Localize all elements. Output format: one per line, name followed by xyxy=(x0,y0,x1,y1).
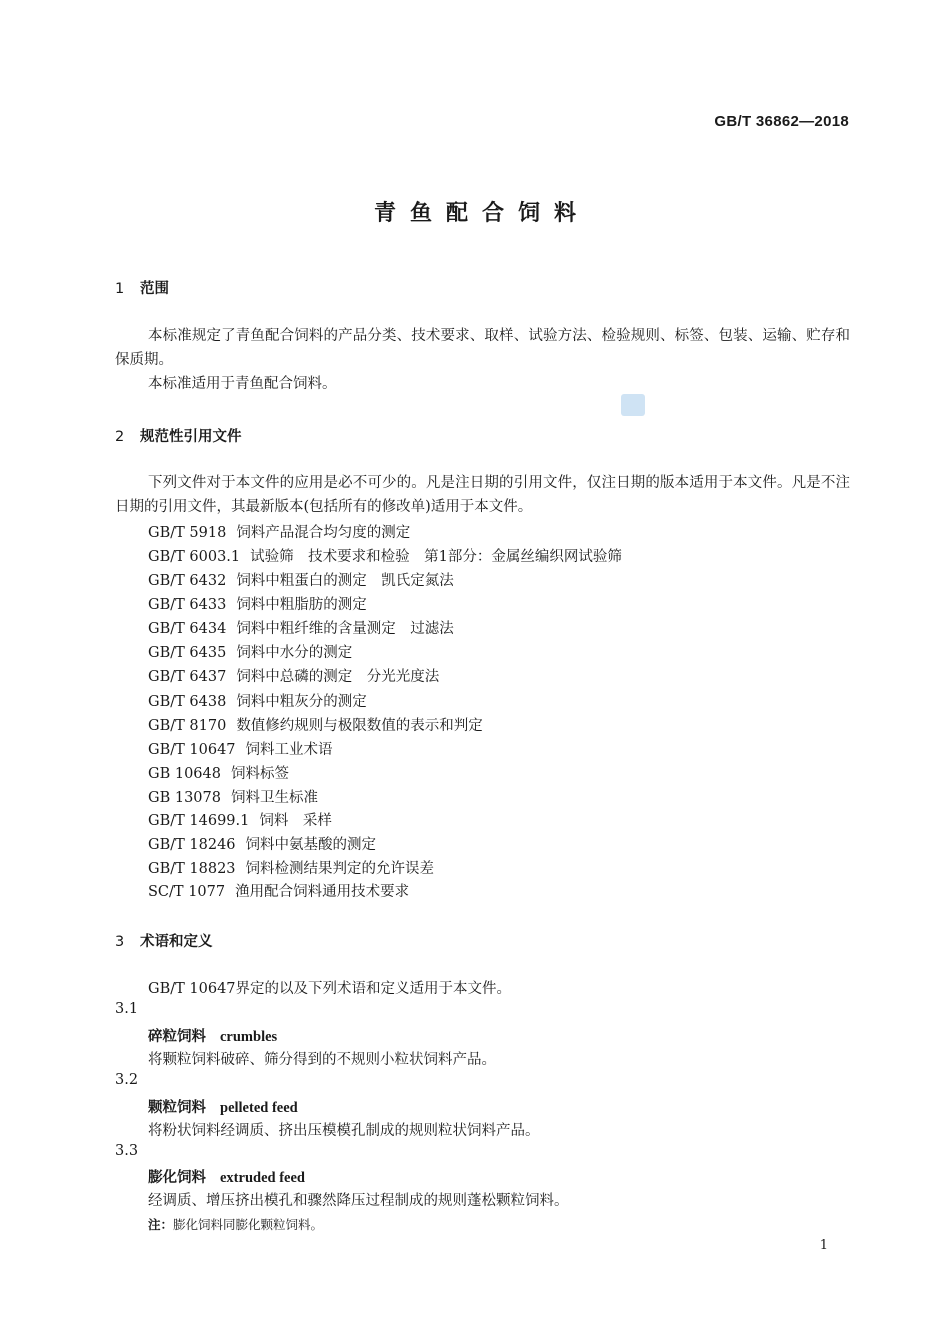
section-title: 术语和定义 xyxy=(140,934,213,950)
reference-item xyxy=(148,714,483,735)
reference-title: 渔用配合饲料通用技术要求 xyxy=(235,884,410,900)
term-heading xyxy=(148,1166,305,1187)
page-number: 1 xyxy=(819,1238,828,1253)
term-en: extruded feed xyxy=(220,1170,305,1186)
reference-title: 饲料中氨基酸的测定 xyxy=(245,837,377,853)
reference-item xyxy=(148,809,332,830)
term-en: crumbles xyxy=(220,1029,278,1045)
term-heading xyxy=(148,1096,298,1117)
reference-code: GB/T 6003.1 xyxy=(148,549,241,565)
reference-title: 试验筛 技术要求和检验 第1部分：金属丝编织网试验筛 xyxy=(250,549,622,565)
reference-code: GB/T 10647 xyxy=(148,742,236,758)
reference-item xyxy=(148,665,439,686)
reference-title: 饲料中粗脂肪的测定 xyxy=(236,597,367,613)
reference-title: 饲料中水分的测定 xyxy=(236,645,353,661)
reference-title: 饲料工业术语 xyxy=(245,742,333,758)
clause-number: 3.2 xyxy=(115,1072,139,1088)
term-zh: 膨化饲料 xyxy=(148,1170,206,1186)
section-title: 规范性引用文件 xyxy=(140,429,242,445)
reference-item xyxy=(148,738,333,759)
reference-code: GB 10648 xyxy=(148,766,221,782)
reference-title: 饲料卫生标准 xyxy=(230,790,318,806)
clause-number: 3.1 xyxy=(115,1001,139,1017)
section-heading-scope xyxy=(115,277,169,298)
term-definition: 将粉状饲料经调质、挤出压模模孔制成的规则粒状饲料产品。 xyxy=(148,1123,540,1139)
reference-code: GB/T 14699.1 xyxy=(148,813,250,829)
note-label: 注： xyxy=(148,1217,174,1232)
section-heading-terms xyxy=(115,930,213,951)
reference-title: 饲料检测结果判定的允许误差 xyxy=(245,861,435,877)
note-text: 膨化饲料同膨化颗粒饲料。 xyxy=(173,1217,324,1232)
document-title: 青鱼配合饲料 xyxy=(373,201,590,226)
scope-paragraph: 本标准规定了青鱼配合饲料的产品分类、技术要求、取样、试验方法、检验规则、标签、包装、运输、贮存和保质期。 xyxy=(115,328,850,368)
standard-code: GB/T 36862—2018 xyxy=(714,113,849,130)
section-title: 范围 xyxy=(140,281,169,297)
terms-intro: GB/T 10647界定的以及下列术语和定义适用于本文件。 xyxy=(148,981,512,997)
reference-item xyxy=(148,521,410,542)
section-heading-normative xyxy=(115,425,242,446)
reference-item xyxy=(148,690,367,711)
note xyxy=(148,1215,323,1233)
normative-intro: 下列文件对于本文件的应用是必不可少的。凡是注日期的引用文件，仅注日期的版本适用于本文件。凡是不注日期的引用文件，其最新版本(包括所有的修改单)适用于本文件。 xyxy=(115,475,850,515)
reference-item xyxy=(148,762,289,783)
section-number: 2 xyxy=(115,429,125,445)
reference-title: 饲料中粗纤维的含量测定 过滤法 xyxy=(236,621,454,637)
reference-code: GB/T 5918 xyxy=(148,525,227,541)
reference-item xyxy=(148,617,454,638)
reference-code: GB/T 6434 xyxy=(148,621,227,637)
reference-code: GB/T 6433 xyxy=(148,597,227,613)
reference-code: GB/T 18823 xyxy=(148,861,236,877)
reference-title: 饲料中粗灰分的测定 xyxy=(236,694,367,710)
term-en: pelleted feed xyxy=(220,1100,298,1116)
section-number: 1 xyxy=(115,281,125,297)
watermark-logo xyxy=(621,394,645,416)
reference-code: GB/T 6432 xyxy=(148,573,227,589)
term-definition: 经调质、增压挤出模孔和骤然降压过程制成的规则蓬松颗粒饲料。 xyxy=(148,1193,569,1209)
reference-code: GB/T 6437 xyxy=(148,669,227,685)
reference-item xyxy=(148,786,318,807)
term-definition: 将颗粒饲料破碎、筛分得到的不规则小粒状饲料产品。 xyxy=(148,1052,496,1068)
reference-item xyxy=(148,857,434,878)
reference-code: SC/T 1077 xyxy=(148,884,226,900)
scope-paragraph: 本标准适用于青鱼配合饲料。 xyxy=(148,376,337,392)
reference-item xyxy=(148,833,376,854)
reference-item xyxy=(148,880,409,901)
reference-title: 饲料 采样 xyxy=(259,813,332,829)
reference-item xyxy=(148,569,454,590)
section-number: 3 xyxy=(115,934,125,950)
reference-title: 饲料标签 xyxy=(230,766,289,782)
reference-item xyxy=(148,545,622,566)
term-zh: 颗粒饲料 xyxy=(148,1100,206,1116)
term-heading xyxy=(148,1025,277,1046)
reference-title: 饲料产品混合均匀度的测定 xyxy=(236,525,411,541)
reference-code: GB/T 18246 xyxy=(148,837,236,853)
reference-title: 饲料中总磷的测定 分光光度法 xyxy=(236,669,440,685)
reference-item xyxy=(148,593,367,614)
clause-number: 3.3 xyxy=(115,1143,139,1159)
reference-item xyxy=(148,641,352,662)
reference-code: GB 13078 xyxy=(148,790,221,806)
term-zh: 碎粒饲料 xyxy=(148,1029,206,1045)
reference-code: GB/T 6438 xyxy=(148,694,227,710)
reference-title: 数值修约规则与极限数值的表示和判定 xyxy=(236,718,483,734)
reference-title: 饲料中粗蛋白的测定 凯氏定氮法 xyxy=(236,573,454,589)
reference-code: GB/T 8170 xyxy=(148,718,227,734)
reference-code: GB/T 6435 xyxy=(148,645,227,661)
